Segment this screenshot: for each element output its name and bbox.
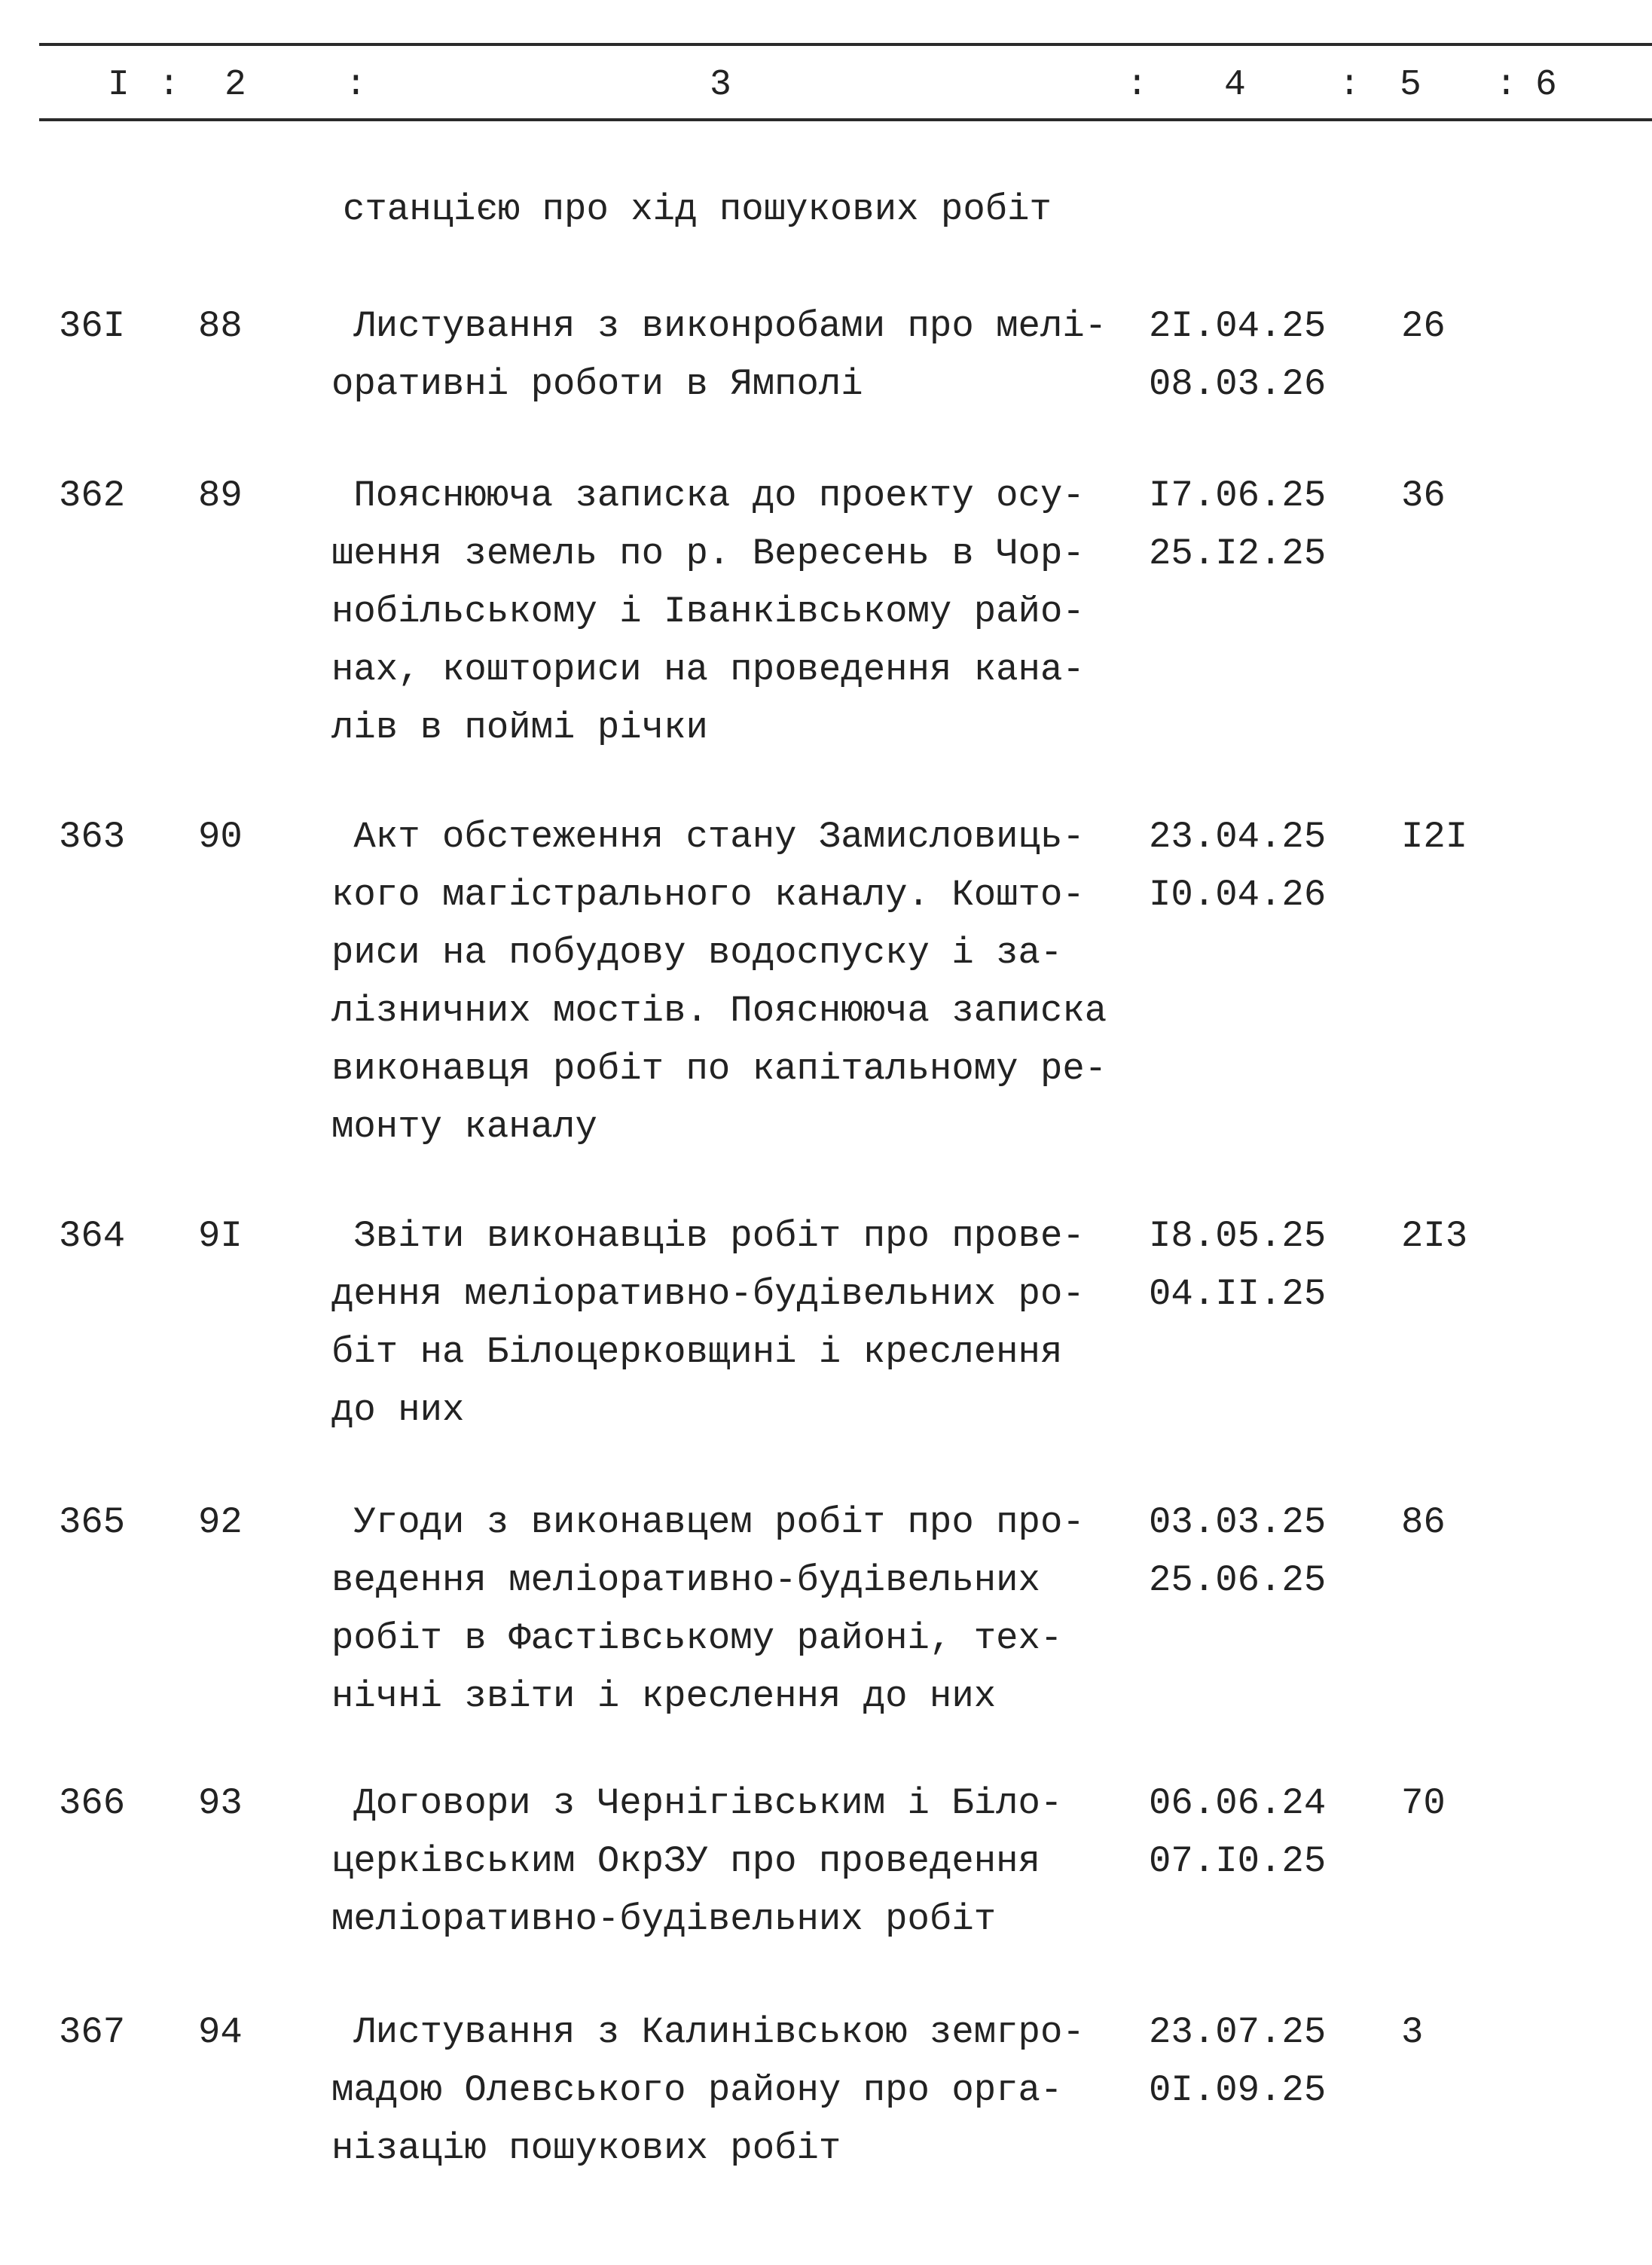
document-title-line: нічні звіти і креслення до них bbox=[331, 1675, 997, 1717]
start-date: I8.05.25 bbox=[1149, 1215, 1327, 1257]
row-number: 363 bbox=[59, 816, 126, 858]
page-count: 2I3 bbox=[1401, 1215, 1468, 1257]
document-title-line: ведення меліоративно-будівельних bbox=[331, 1559, 1040, 1601]
page-count: 26 bbox=[1401, 305, 1446, 347]
date-range bbox=[1149, 298, 1326, 414]
start-date: 23.07.25 bbox=[1149, 2011, 1327, 2053]
case-number: 90 bbox=[198, 816, 243, 858]
start-date: 03.03.25 bbox=[1149, 1501, 1327, 1543]
document-title-line: церківським ОкрЗУ про проведення bbox=[331, 1840, 1040, 1882]
date-range bbox=[1149, 2004, 1326, 2120]
header-bottom-rule bbox=[39, 118, 1652, 121]
date-range bbox=[1149, 808, 1326, 924]
document-title-line: мадою Олевського району про орга- bbox=[331, 2069, 1063, 2111]
header-col-6: 6 bbox=[1535, 65, 1557, 105]
document-title-line: біт на Білоцерковщині і креслення bbox=[331, 1331, 1063, 1373]
header-separator: : bbox=[345, 65, 367, 105]
end-date: 25.06.25 bbox=[1149, 1559, 1327, 1601]
document-title-line: нізацію пошукових робіт bbox=[331, 2127, 841, 2169]
header-col-4: 4 bbox=[1224, 65, 1246, 105]
document-title-line: нобільському і Іванківському райо- bbox=[331, 591, 1085, 633]
page-count: 86 bbox=[1401, 1501, 1446, 1543]
header-separator: : bbox=[158, 65, 180, 105]
document-title-line: оративні роботи в Ямполі bbox=[331, 363, 863, 405]
header-top-rule bbox=[39, 43, 1652, 46]
header-separator: : bbox=[1339, 65, 1360, 105]
header-separator: : bbox=[1126, 65, 1148, 105]
start-date: 2I.04.25 bbox=[1149, 305, 1327, 347]
document-title-line: кого магістрального каналу. Кошто- bbox=[331, 874, 1085, 916]
document-title-line: шення земель по р. Вересень в Чор- bbox=[331, 533, 1085, 575]
document-title-line: Акт обстеження стану Замисловиць- bbox=[331, 816, 1085, 858]
document-title-line: Угоди з виконавцем робіт про про- bbox=[331, 1501, 1085, 1543]
case-number: 88 bbox=[198, 305, 243, 347]
row-number: 362 bbox=[59, 475, 126, 517]
page-count: 70 bbox=[1401, 1782, 1446, 1824]
page-count: I2I bbox=[1401, 816, 1468, 858]
end-date: I0.04.26 bbox=[1149, 874, 1327, 916]
case-number: 89 bbox=[198, 475, 243, 517]
end-date: 07.I0.25 bbox=[1149, 1840, 1327, 1882]
document-title-line: нах, кошториси на проведення кана- bbox=[331, 649, 1085, 691]
start-date: 23.04.25 bbox=[1149, 816, 1327, 858]
document-title-line: Листування з Калинівською земгро- bbox=[331, 2011, 1085, 2053]
continued-title-line: станцією про хід пошукових робіт bbox=[343, 188, 1052, 230]
header-col-3: 3 bbox=[710, 65, 731, 105]
case-number: 93 bbox=[198, 1782, 243, 1824]
end-date: 0I.09.25 bbox=[1149, 2069, 1327, 2111]
case-number: 94 bbox=[198, 2011, 243, 2053]
start-date: I7.06.25 bbox=[1149, 475, 1327, 517]
date-range bbox=[1149, 1207, 1326, 1323]
start-date: 06.06.24 bbox=[1149, 1782, 1327, 1824]
document-title-line: робіт в Фастівському районі, тех- bbox=[331, 1617, 1063, 1659]
page-count: 3 bbox=[1401, 2011, 1424, 2053]
date-range bbox=[1149, 1494, 1326, 1610]
document-title-line: дення меліоративно-будівельних ро- bbox=[331, 1273, 1085, 1315]
page-count: 36 bbox=[1401, 475, 1446, 517]
row-number: 364 bbox=[59, 1215, 126, 1257]
row-number: 365 bbox=[59, 1501, 126, 1543]
document-title-line: меліоративно-будівельних робіт bbox=[331, 1898, 997, 1940]
header-col-2: 2 bbox=[224, 65, 246, 105]
header-col-1: I bbox=[108, 65, 130, 105]
document-title-line: лів в поймі річки bbox=[331, 707, 708, 749]
document-title-line: Звіти виконавців робіт про прове- bbox=[331, 1215, 1085, 1257]
document-title-line: виконавця робіт по капітальному ре- bbox=[331, 1048, 1107, 1090]
document-title-line: Пояснююча записка до проекту осу- bbox=[331, 475, 1085, 517]
case-number: 92 bbox=[198, 1501, 243, 1543]
row-number: 36I bbox=[59, 305, 126, 347]
date-range bbox=[1149, 1775, 1326, 1891]
end-date: 25.I2.25 bbox=[1149, 533, 1327, 575]
end-date: 08.03.26 bbox=[1149, 363, 1327, 405]
case-number: 9I bbox=[198, 1215, 243, 1257]
document-title-line: лізничних мостів. Пояснююча записка bbox=[331, 990, 1107, 1032]
document-title-line: до них bbox=[331, 1389, 465, 1431]
end-date: 04.II.25 bbox=[1149, 1273, 1327, 1315]
document-title-line: Листування з виконробами про мелі- bbox=[331, 305, 1107, 347]
document-title-line: Договори з Чернігівським і Біло- bbox=[331, 1782, 1063, 1824]
header-col-5: 5 bbox=[1400, 65, 1421, 105]
row-number: 367 bbox=[59, 2011, 126, 2053]
row-number: 366 bbox=[59, 1782, 126, 1824]
document-title-line: монту каналу bbox=[331, 1106, 597, 1148]
document-title-line: риси на побудову водоспуску і за- bbox=[331, 932, 1063, 974]
header-separator: : bbox=[1495, 65, 1517, 105]
date-range bbox=[1149, 467, 1326, 583]
